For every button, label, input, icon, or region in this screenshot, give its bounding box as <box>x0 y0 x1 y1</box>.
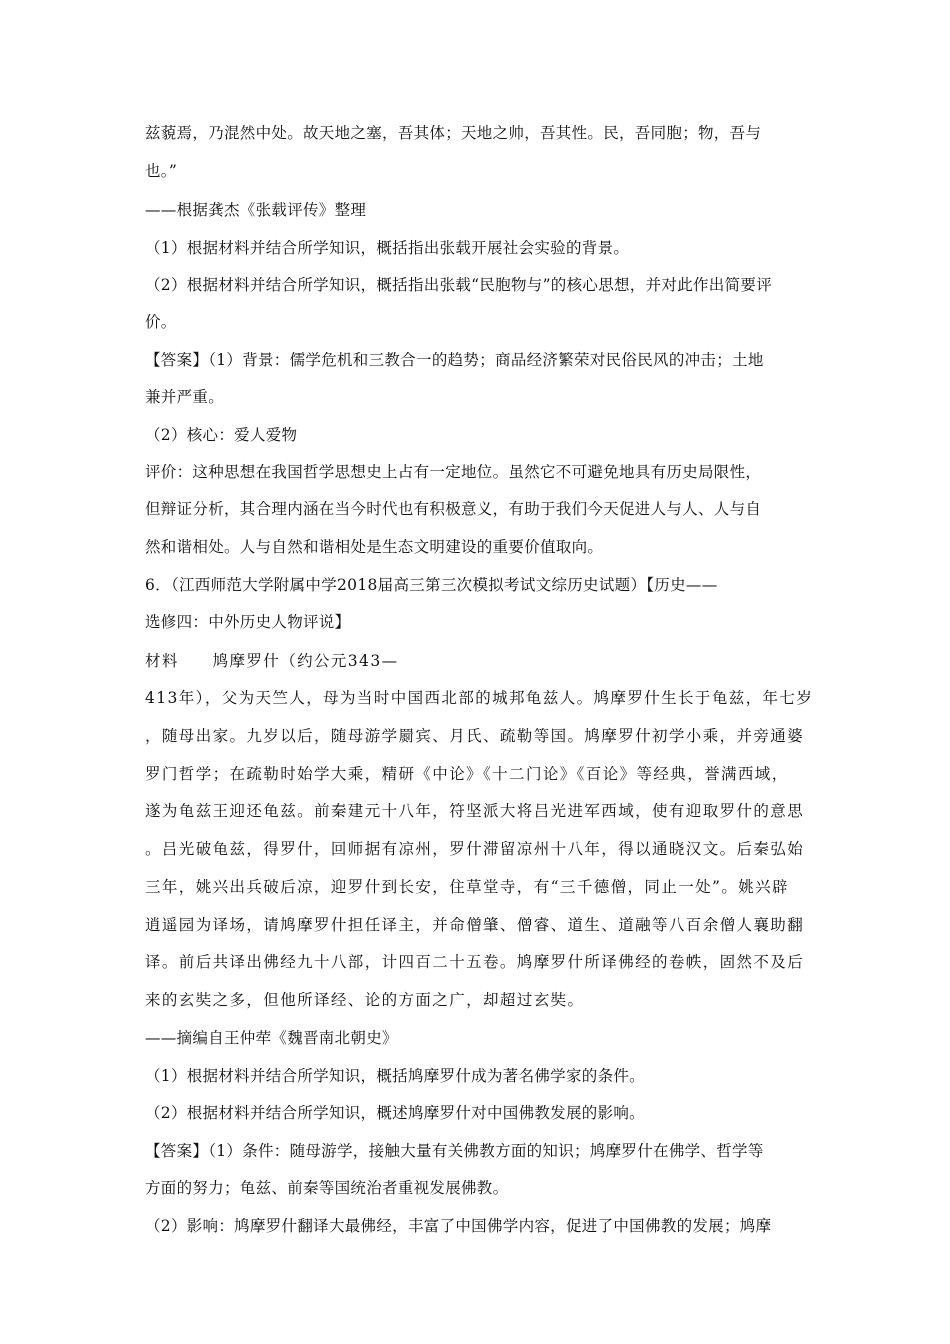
material-line: 逍遥园为译场，请鸠摩罗什担任译主，并命僧肇、僧睿、道生、道融等八百余僧人襄助翻 <box>145 916 805 934</box>
material-line: ，随母出家。九岁以后，随母游学罽宾、月氏、疏勒等国。鸠摩罗什初学小乘，并旁通婆 <box>145 727 805 745</box>
question-1: （1）根据材料并结合所学知识，概括指出张载开展社会实验的背景。 <box>145 239 630 257</box>
answer-line: 【答案】（1）背景：儒学危机和三教合一的趋势；商品经济繁荣对民俗民风的冲击；土地 <box>145 351 764 369</box>
material-line: 译。前后共译出佛经九十八部，计四百二十五卷。鸠摩罗什所译佛经的卷帙，固然不及后 <box>145 953 805 971</box>
answer-line: （2）核心：爱人爱物 <box>145 426 298 444</box>
passage-line: 兹藐焉，乃混然中处。故天地之塞，吾其体；天地之帅，吾其性。民，吾同胞；物，吾与 <box>145 124 762 142</box>
material-line: 来的玄奘之多，但他所译经、论的方面之广，却超过玄奘。 <box>145 991 585 1009</box>
material-line: 材料 鸠摩罗什（约公元343— <box>145 652 399 670</box>
material-line: 三年，姚兴出兵破后凉，迎罗什到长安，住草堂寺，有“三千德僧，同止一处”。姚兴辟 <box>145 878 789 896</box>
material-line: 。吕光破龟兹，得罗什，回师据有凉州，罗什滞留凉州十八年，得以通晓汉文。后秦弘始 <box>145 840 805 858</box>
question-1: （1）根据材料并结合所学知识，概括鸠摩罗什成为著名佛学家的条件。 <box>145 1067 645 1085</box>
answer-line: 兼并严重。 <box>145 388 225 406</box>
source-citation: ——根据龚杰《张载评传》整理 <box>145 201 367 219</box>
answer-line: 评价：这种思想在我国哲学思想史上占有一定地位。虽然它不可避免地具有历史局限性， <box>145 463 762 481</box>
question-2-cont: 价。 <box>145 313 177 331</box>
material-line: 罗门哲学；在疏勒时始学大乘，精研《中论》《十二门论》《百论》等经典，誉满西域， <box>145 765 789 783</box>
material-line: 遂为龟兹王迎还龟兹。前秦建元十八年，符坚派大将吕光进军西域，使有迎取罗什的意思 <box>145 802 805 820</box>
question-2: （2）根据材料并结合所学知识，概括指出张载“民胞物与”的核心思想，并对此作出简要评 <box>145 276 773 294</box>
question-2: （2）根据材料并结合所学知识，概述鸠摩罗什对中国佛教发展的影响。 <box>145 1104 645 1122</box>
passage-line: 也。” <box>145 162 178 180</box>
source-citation: ——摘编自王仲荦《魏晋南北朝史》 <box>145 1029 398 1047</box>
answer-line: （2）影响：鸠摩罗什翻译大最佛经，丰富了中国佛学内容，促进了中国佛教的发展；鸠摩 <box>145 1217 772 1235</box>
answer-line: 方面的努力；龟兹、前秦等国统治者重视发展佛教。 <box>145 1179 509 1197</box>
answer-line: 【答案】（1）条件：随母游学，接触大量有关佛教方面的知识；鸠摩罗什在佛学、哲学等 <box>145 1142 764 1160</box>
question-header: 6．（江西师范大学附属中学2018届高三第三次模拟考试文综历史试题）【历史—— <box>145 576 718 594</box>
material-line: 413年），父为天竺人，母为当时中国西北部的城邦龟兹人。鸠摩罗什生长于龟兹，年七岁 <box>145 689 814 707</box>
question-header-cont: 选修四：中外历史人物评说】 <box>145 613 351 631</box>
answer-line: 然和谐相处。人与自然和谐相处是生态文明建设的重要价值取向。 <box>145 538 604 556</box>
answer-line: 但辩证分析，其合理内涵在当今时代也有积极意义，有助于我们今天促进人与人、人与自 <box>145 500 762 518</box>
